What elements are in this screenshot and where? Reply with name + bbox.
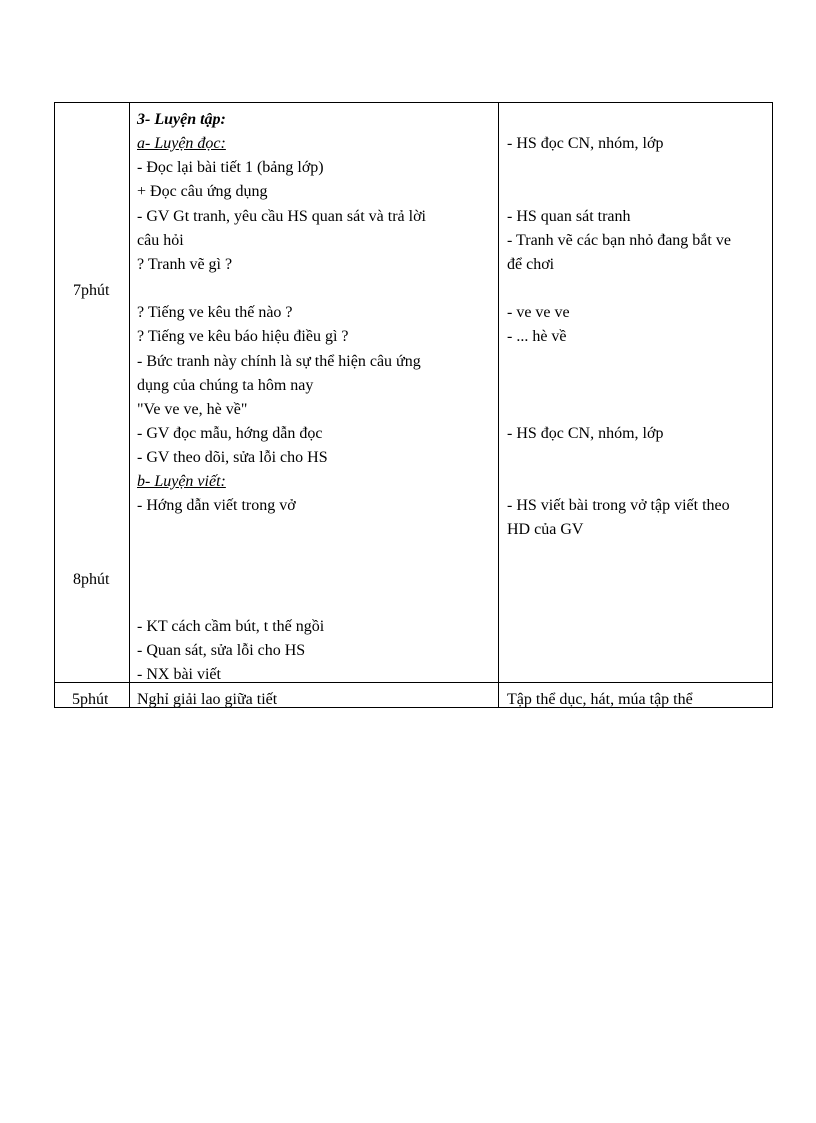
teacher-line: - KT cách cầm bút, t thế ngồi xyxy=(137,618,325,635)
teacher-line: - GV theo dõi, sửa lỗi cho HS xyxy=(137,449,328,466)
subsection-heading: a- Luyện đọc: xyxy=(137,135,226,152)
teacher-line: dụng của chúng ta hôm nay xyxy=(137,377,314,394)
teacher-line: - GV Gt tranh, yêu cầu HS quan sát và trả lời xyxy=(137,208,426,225)
teacher-line: + Đọc câu ứng dụng xyxy=(137,183,268,200)
teacher-line: ? Tiếng ve kêu thế nào ? xyxy=(137,304,293,321)
student-line: - HS quan sát tranh xyxy=(507,208,631,225)
teacher-line: "Ve ve ve, hè về" xyxy=(137,401,248,418)
teacher-line: - Quan sát, sửa lỗi cho HS xyxy=(137,642,306,659)
student-line: để chơi xyxy=(507,256,555,273)
column-divider xyxy=(498,103,499,707)
teacher-line: ? Tranh vẽ gì ? xyxy=(137,256,233,273)
teacher-line: - GV đọc mẫu, hớng dẫn đọc xyxy=(137,425,323,442)
student-line: - Tranh vẽ các bạn nhỏ đang bắt ve xyxy=(507,232,731,249)
time-label: 5phút xyxy=(72,691,109,707)
student-line: - ... hè về xyxy=(507,328,567,345)
teacher-line: - Hớng dẫn viết trong vở xyxy=(137,497,296,514)
column-divider xyxy=(129,103,130,707)
teacher-line: - Đọc lại bài tiết 1 (bảng lớp) xyxy=(137,159,324,176)
lesson-table xyxy=(54,102,773,708)
row-divider xyxy=(55,682,772,683)
student-line: HD của GV xyxy=(507,521,584,538)
time-label: 7phút xyxy=(73,282,110,299)
student-line: Tập thể dục, hát, múa tập thể xyxy=(507,691,693,707)
subsection-heading: b- Luyện viết: xyxy=(137,473,226,490)
student-line: - ve ve ve xyxy=(507,304,570,321)
teacher-line: - Bức tranh này chính là sự thể hiện câu ứng xyxy=(137,353,421,370)
section-heading: 3- Luyện tập: xyxy=(137,111,226,128)
teacher-line: Nghỉ giải lao giữa tiết xyxy=(137,691,278,707)
teacher-line: - NX bài viết xyxy=(137,666,221,682)
student-line: - HS đọc CN, nhóm, lớp xyxy=(507,425,664,442)
student-line: - HS viết bài trong vở tập viết theo xyxy=(507,497,730,514)
teacher-line: câu hỏi xyxy=(137,232,184,249)
student-line: - HS đọc CN, nhóm, lớp xyxy=(507,135,664,152)
time-label: 8phút xyxy=(73,571,110,588)
teacher-line: ? Tiếng ve kêu báo hiệu điều gì ? xyxy=(137,328,349,345)
